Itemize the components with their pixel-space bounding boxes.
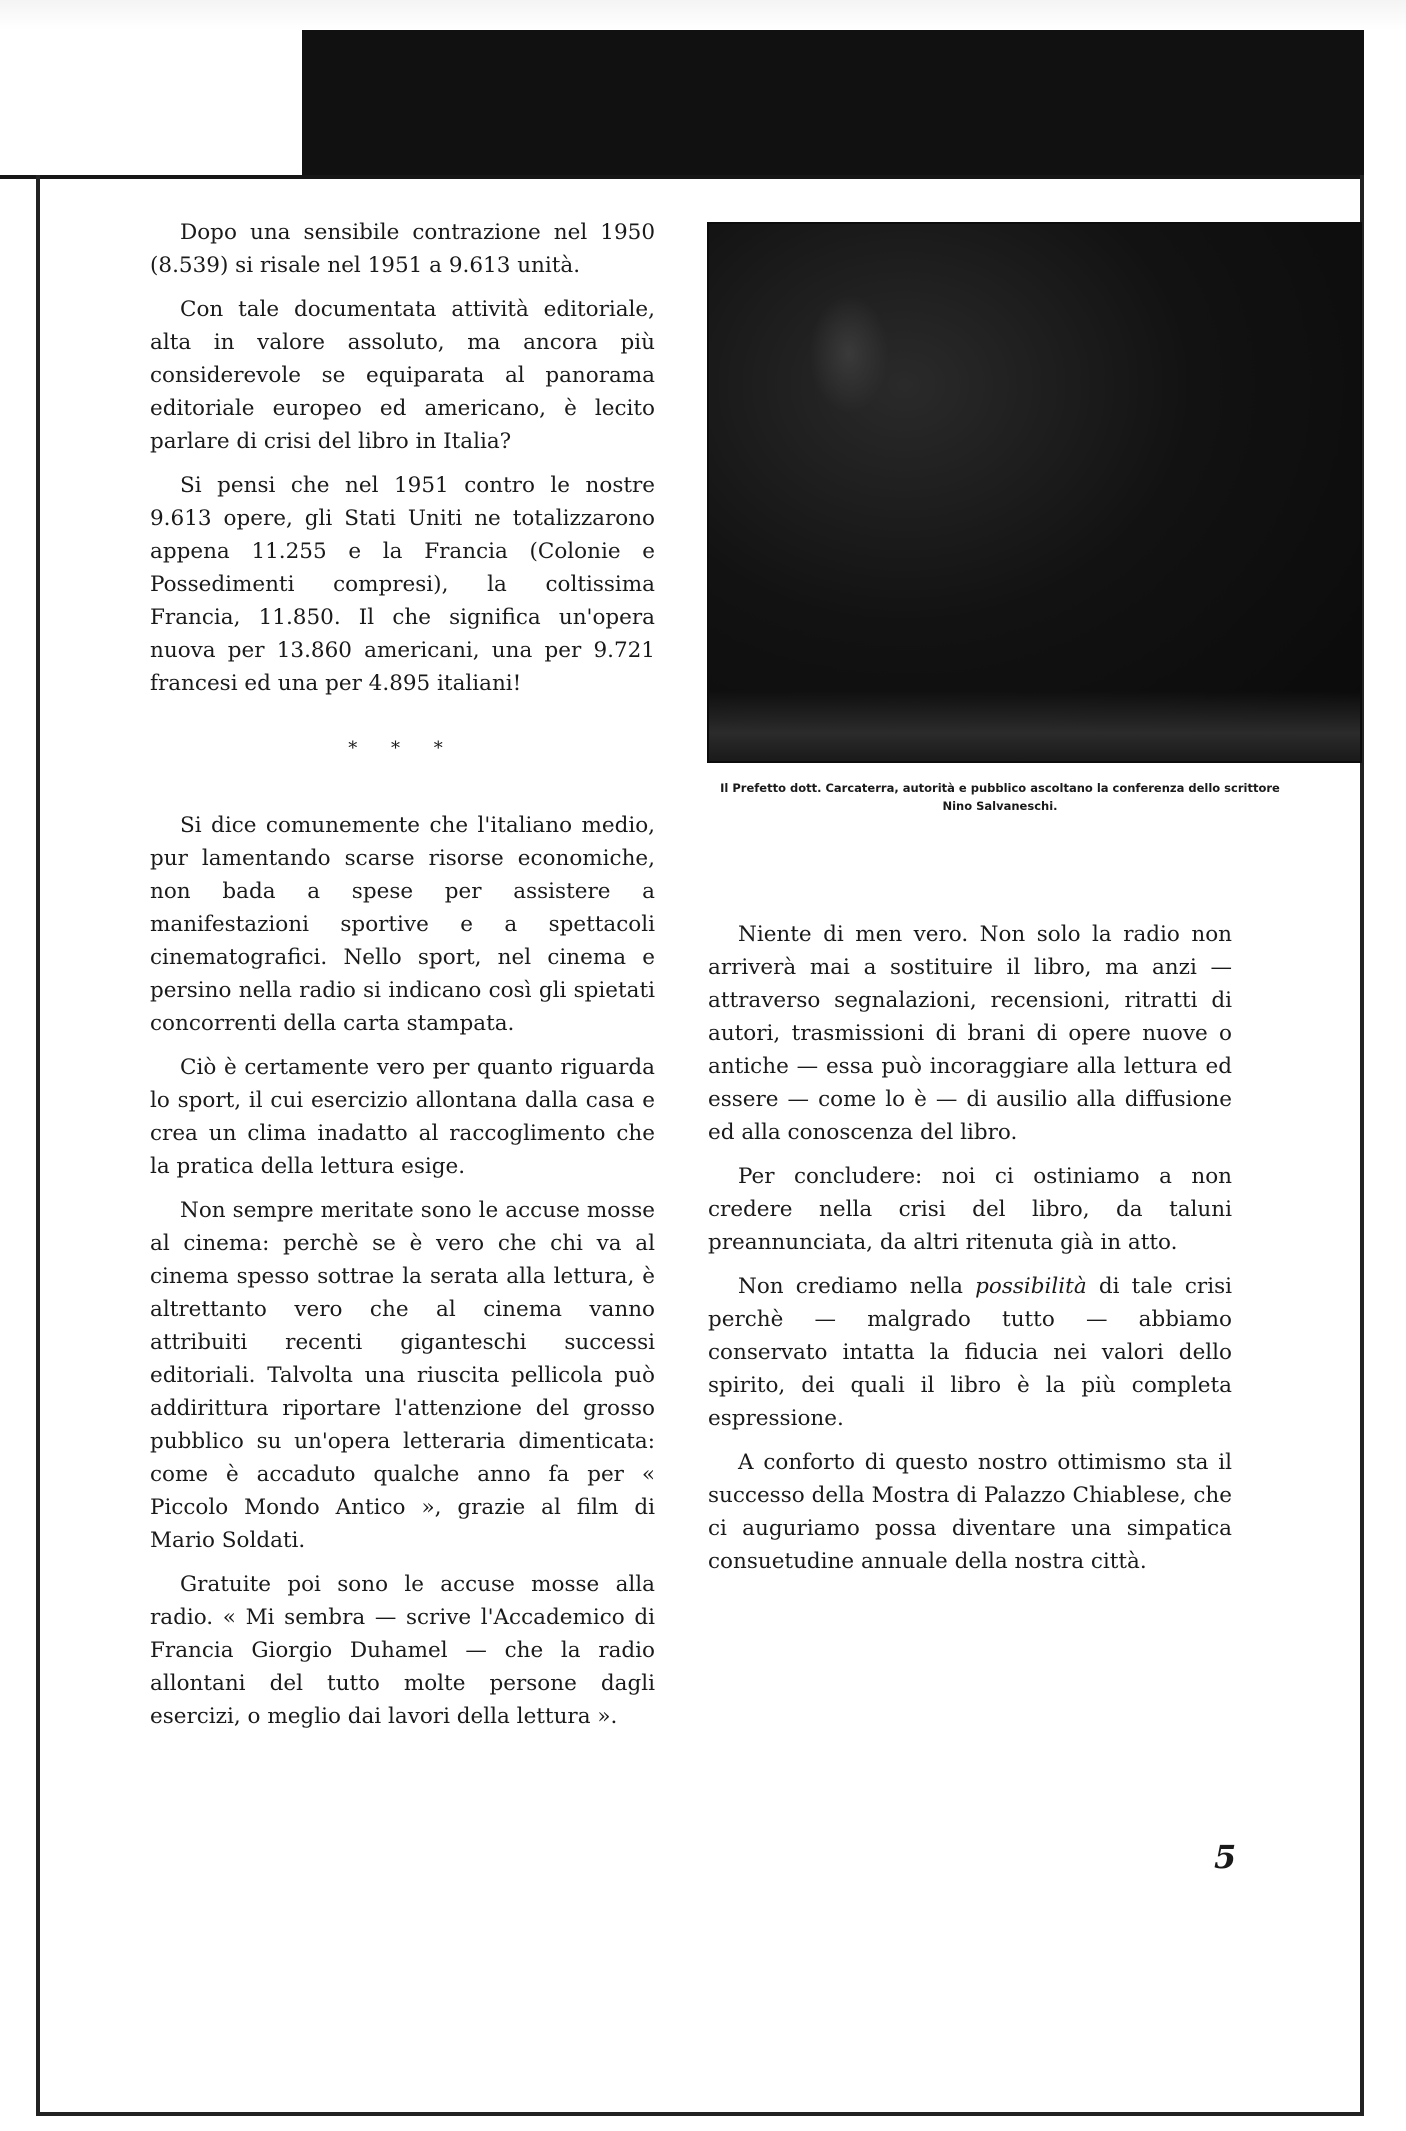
section-separator: * * * xyxy=(348,738,457,759)
paragraph: Per concludere: noi ci ostiniamo a non credere nella crisi del libro, da taluni preannunciata, da altri ritenuta già in atto. xyxy=(708,1164,1232,1255)
frame-bottom xyxy=(36,2112,1364,2116)
paragraph: Niente di men vero. Non solo la radio non arriverà mai a sostituire il libro, ma anzi — attraverso segnalazioni, recensioni, ritratti di autori, trasmissioni di brani di opere nuove o antiche — essa può incoraggiare alla lettura ed essere — come lo è — di ausilio alla diffusione ed alla conoscenza del libro. xyxy=(708,922,1232,1145)
top-rule xyxy=(0,175,1364,179)
paragraph-text: Non crediamo nella xyxy=(738,1274,976,1299)
emphasis-word: possibilità xyxy=(975,1274,1087,1299)
paragraph: Gratuite poi sono le accuse mosse alla radio. « Mi sembra — scrive l'Accademico di Francia Giorgio Duhamel — che la radio allontani del tutto molte persone dagli esercizi, o meglio dai lavori della lettura ». xyxy=(150,1572,655,1729)
paragraph: Si dice comunemente che l'italiano medio, pur lamentando scarse risorse economiche, non bada a spese per assistere a manifestazioni sportive e a spettacoli cinematografici. Nello sport, nel cinema e persino nella radio si indicano così gli spietati concorrenti della carta stampata. xyxy=(150,813,655,1036)
photo-audience-row xyxy=(709,691,1360,761)
paragraph xyxy=(708,1270,1232,1435)
paragraph: Dopo una sensibile contrazione nel 1950 (8.539) si risale nel 1951 a 9.613 unità. xyxy=(150,220,655,278)
paragraph: Ciò è certamente vero per quanto riguarda lo sport, il cui esercizio allontana dalla casa e crea un clima inadatto al raccoglimento che la pratica della lettura esige. xyxy=(150,1055,655,1179)
paragraph-text: di tale crisi perchè — malgrado tutto — abbiamo conservato intatta la fiducia nei valori dello spirito, dei quali il libro è la più completa espressione. xyxy=(708,1274,1232,1431)
paragraph: Si pensi che nel 1951 contro le nostre 9.613 opere, gli Stati Uniti ne totalizzarono appena 11.255 e la Francia (Colonie e Possedimenti compresi), la coltissima Francia, 11.850. Il che significa un'opera nuova per 13.860 americani, una per 9.721 francesi ed una per 4.895 italiani! xyxy=(150,473,655,696)
frame-left xyxy=(36,175,40,2115)
photo-speaker-silhouette xyxy=(809,294,889,414)
paragraph: Con tale documentata attività editoriale, alta in valore assoluto, ma ancora più considerevole se equiparata al panorama editoriale europeo ed americano, è lecito parlare di crisi del libro in Italia? xyxy=(150,297,655,454)
top-black-band xyxy=(302,30,1364,175)
left-text-column xyxy=(150,216,655,1744)
scan-edge xyxy=(0,0,1406,30)
paragraph: Non sempre meritate sono le accuse mosse al cinema: perchè se è vero che chi va al cinema spesso sottrae la serata alla lettura, è altrettanto vero che al cinema vanno attribuiti recenti giganteschi successi editoriali. Talvolta una riuscita pellicola può addirittura riportare l'attenzione del grosso pubblico su un'opera letteraria dimenticata: come è accaduto qualche anno fa per « Piccolo Mondo Antico », grazie al film di Mario Soldati. xyxy=(150,1198,655,1553)
right-text-column xyxy=(708,918,1232,1589)
conference-photo xyxy=(707,222,1362,763)
paragraph: A conforto di questo nostro ottimismo sta il successo della Mostra di Palazzo Chiablese, che ci auguriamo possa diventare una simpatica consuetudine annuale della nostra città. xyxy=(708,1450,1232,1574)
page-number: 5 xyxy=(1214,1838,1237,1876)
photo-caption: Il Prefetto dott. Carcaterra, autorità e pubblico ascoltano la conferenza dello scrittore Nino Salvaneschi. xyxy=(720,781,1280,813)
